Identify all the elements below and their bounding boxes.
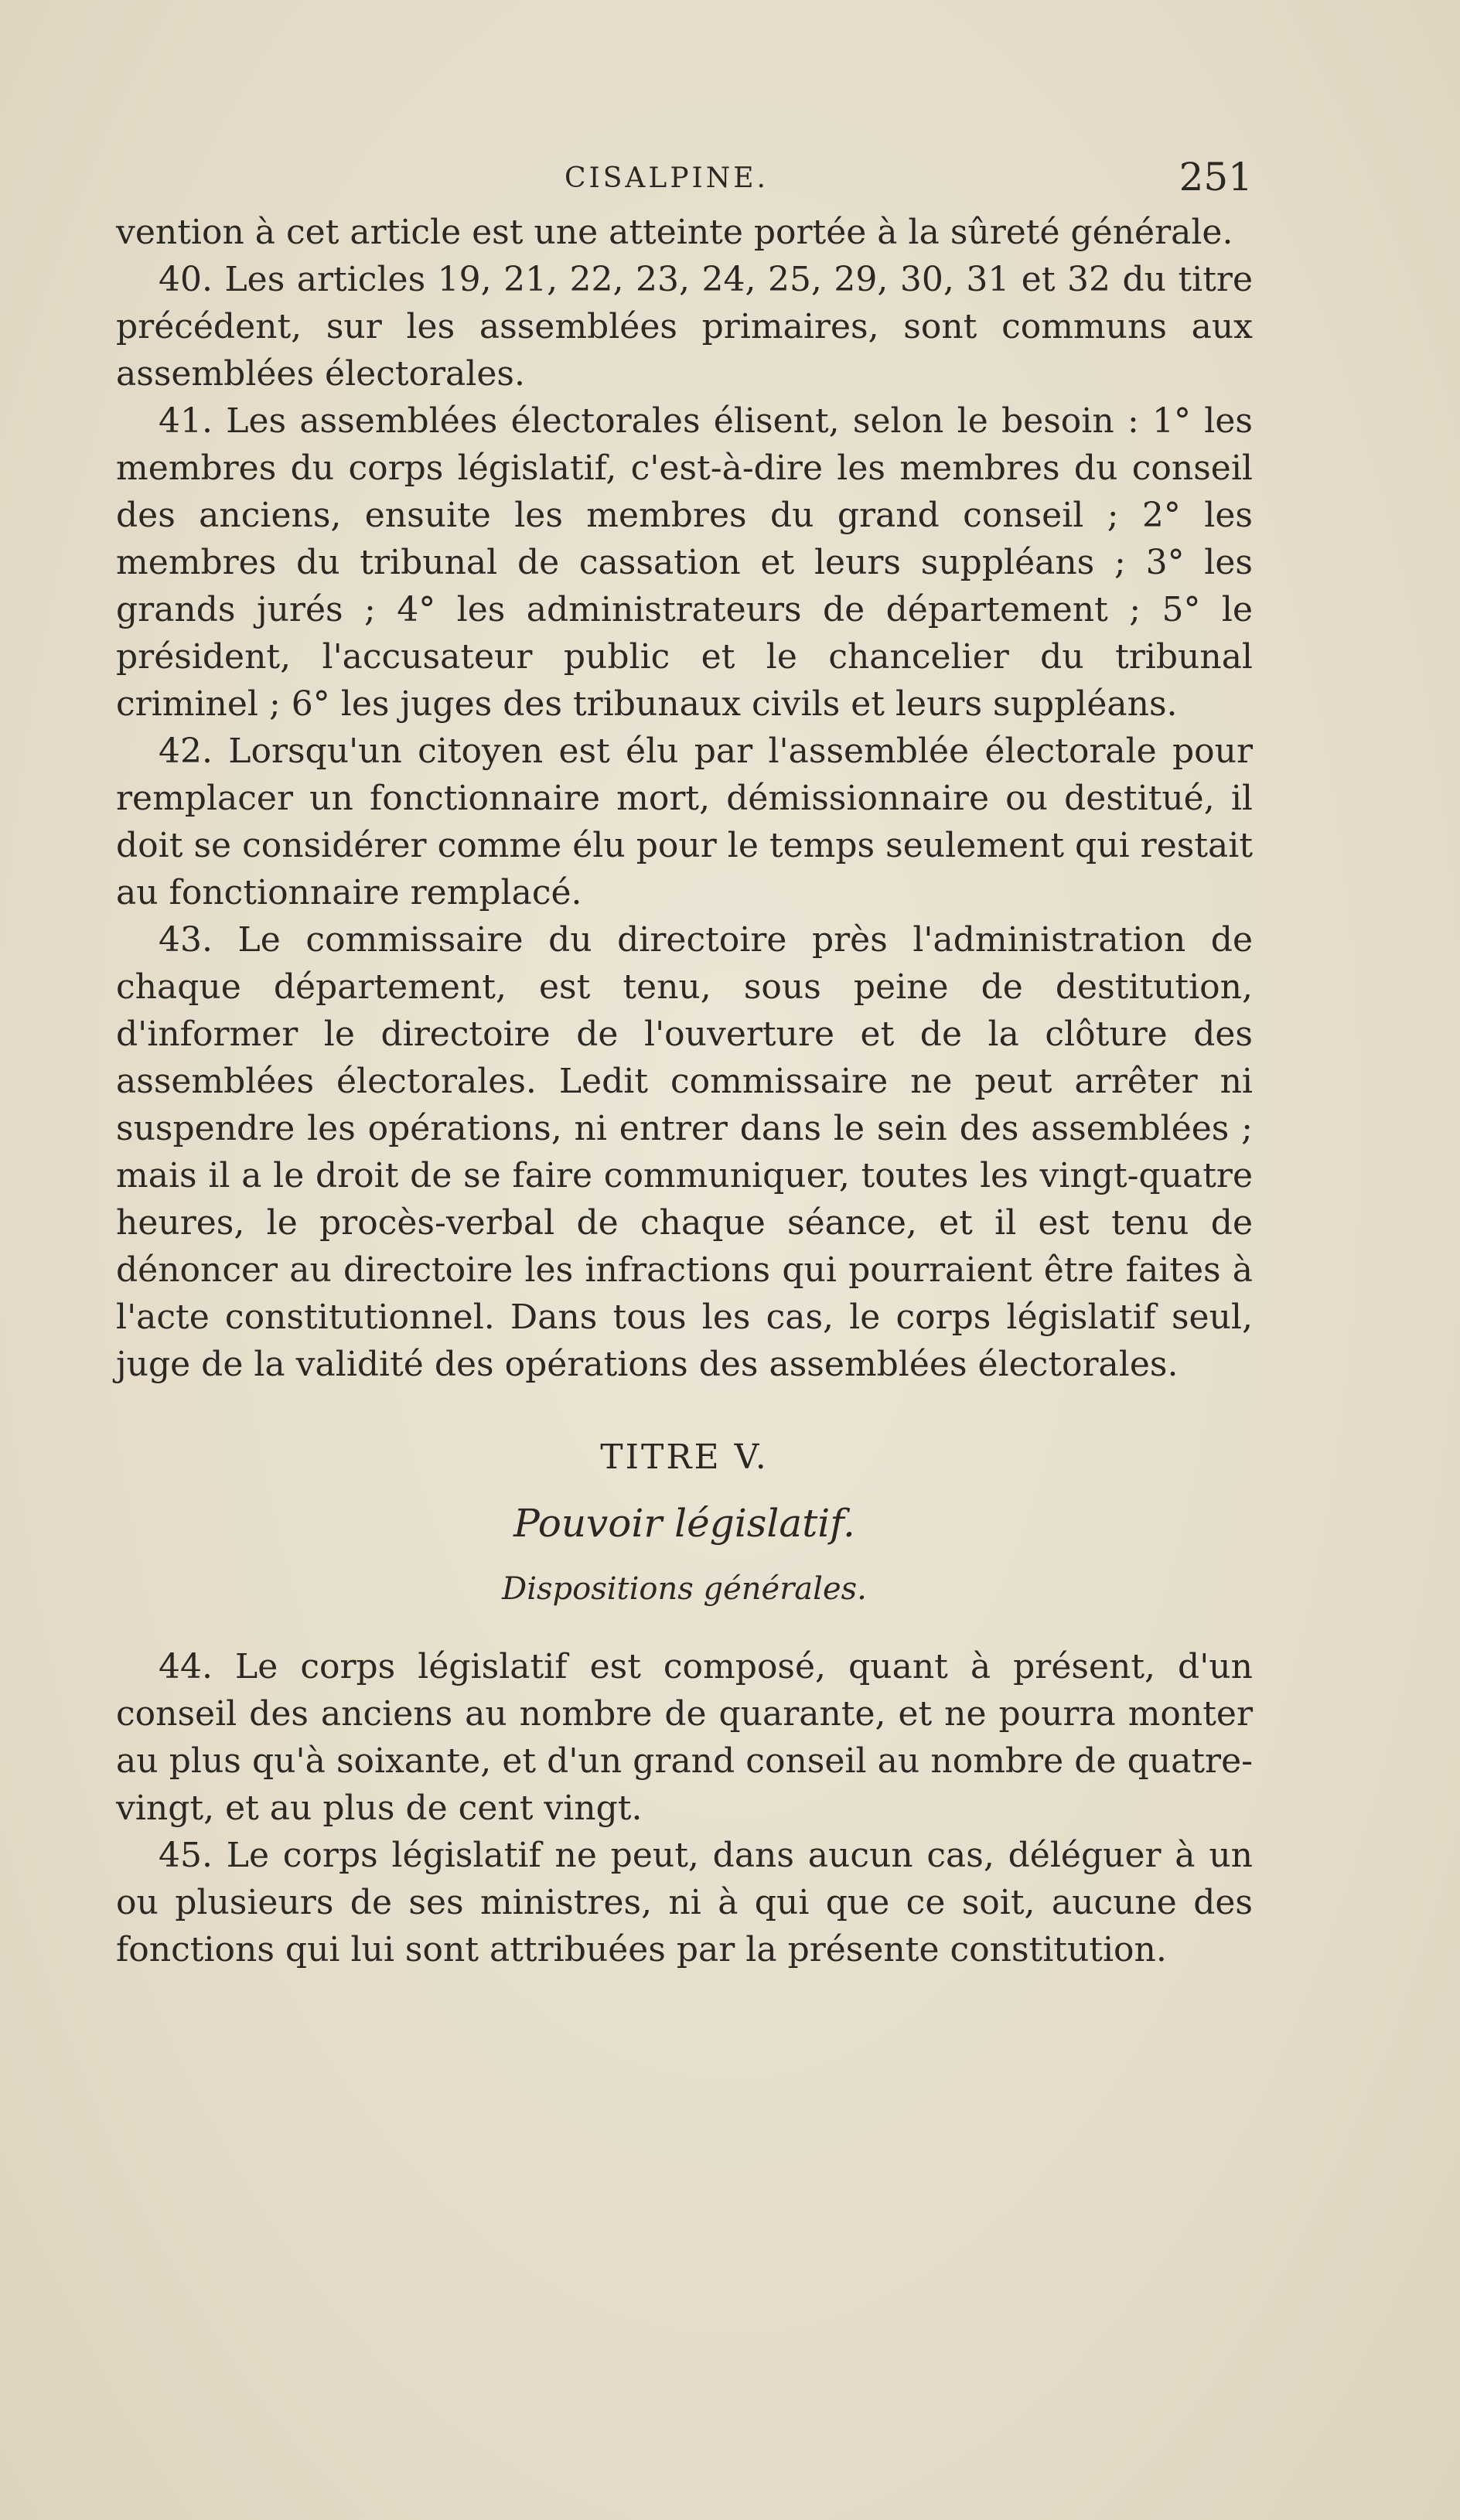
page-number: 251 bbox=[1179, 155, 1253, 199]
article-42: 42. Lorsqu'un citoyen est élu par l'assemblée électorale pour remplacer un fonctionnaire mort, démissionnaire ou destitué, il doit se considérer comme élu pour le temps seulement qui restait au fonctionnaire remplacé. bbox=[116, 731, 1253, 912]
section-subtitle: Pouvoir législatif. bbox=[513, 1501, 855, 1546]
section-subsubtitle: Dispositions générales. bbox=[502, 1571, 867, 1607]
article-44: 44. Le corps législatif est composé, quant à présent, d'un conseil des anciens au nombre de quarante, et ne pourra monter au plus qu'à soixante, et d'un grand conseil au nombre de quatre-vingt, et au plus de cent vingt. bbox=[116, 1647, 1253, 1828]
article-43: 43. Le commissaire du directoire près l'administration de chaque département, est tenu, sous peine de destitution, d'informer le directoire de l'ouverture et de la clôture des assemblées électorales. Ledit commissaire ne peut arrêter ni suspendre les opérations, ni entrer dans le sein des assemblées ; mais il a le droit de se faire communiquer, toutes les vingt-quatre heures, le procès-verbal de chaque séance, et il est tenu de dénoncer au directoire les infractions qui pourraient être faites à l'acte constitutionnel. Dans tous les cas, le corps législatif seul, juge de la validité des opérations des assemblées électorales. bbox=[116, 920, 1253, 1384]
article-45: 45. Le corps législatif ne peut, dans aucun cas, déléguer à un ou plusieurs de ses ministres, ni à qui que ce soit, aucune des fonctions qui lui sont attribuées par la présente constitution. bbox=[116, 1836, 1253, 1969]
running-head bbox=[116, 155, 1253, 209]
article-40: 40. Les articles 19, 21, 22, 23, 24, 25, 29, 30, 31 et 32 du titre précédent, sur les assemblées primaires, sont communs aux assemblées électorales. bbox=[116, 260, 1253, 394]
paragraph-continuation: vention à cet article est une atteinte portée à la sûreté générale. bbox=[116, 213, 1233, 252]
running-title: CISALPINE. bbox=[565, 162, 769, 194]
book-page bbox=[116, 155, 1253, 1973]
section-title: TITRE V. bbox=[600, 1437, 769, 1477]
article-41: 41. Les assemblées électorales élisent, selon le besoin : 1° les membres du corps législatif, c'est-à-dire les membres du conseil des anciens, ensuite les membres du grand conseil ; 2° les membres du tribunal de cassation et leurs suppléans ; 3° les grands jurés ; 4° les administrateurs de département ; 5° le président, l'accusateur public et le chancelier du tribunal criminel ; 6° les juges des tribunaux civils et leurs suppléans. bbox=[116, 401, 1253, 724]
